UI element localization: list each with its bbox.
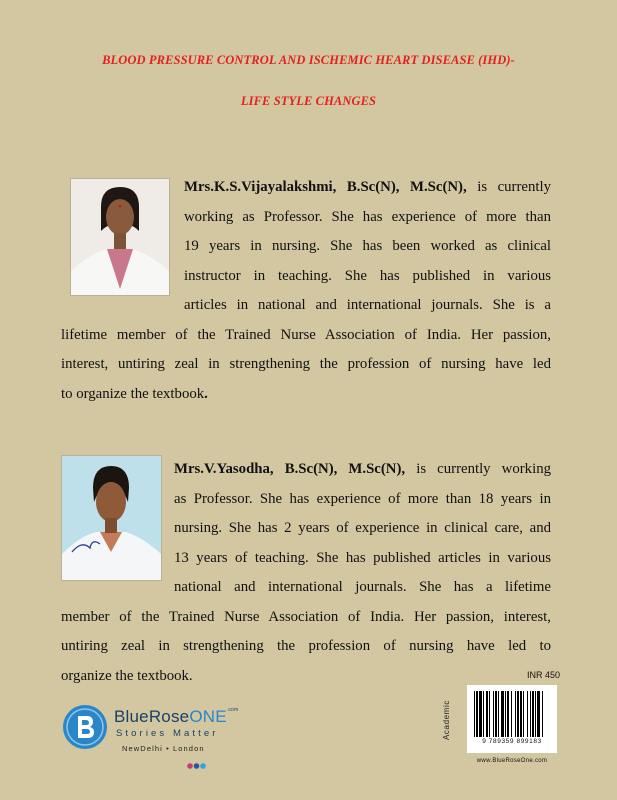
publisher-logo-icon xyxy=(62,704,108,750)
isbn-barcode xyxy=(467,685,557,753)
author2-name: Mrs.V.Yasodha, B.Sc(N), M.Sc(N), xyxy=(174,461,406,477)
author1-bio-line: articles in national and international journals. She is a xyxy=(184,297,551,313)
social-icons xyxy=(187,757,209,775)
author1-bio-line: Mrs.K.S.Vijayalakshmi, B.Sc(N), M.Sc(N), is currently xyxy=(184,179,551,195)
author1-bio-line: 19 years in nursing. She has been worked as clinical xyxy=(184,238,551,254)
author2-bio-line: nursing. She has 2 years of experience in clinical care, and xyxy=(174,520,551,536)
barcode-icon xyxy=(473,691,551,737)
twitter-icon xyxy=(200,763,206,769)
publisher-brand: BlueRoseONE$^{.com}$ xyxy=(114,707,239,726)
author1-bio-line: instructor in teaching. She has published in various xyxy=(184,267,551,284)
price-label: INR 450 xyxy=(527,670,561,680)
isbn-digits: 9 789359 899183 xyxy=(482,738,542,745)
instagram-icon xyxy=(187,763,193,769)
author2-bio-line: national and international journals. She has a lifetime xyxy=(174,579,551,595)
author2-bio xyxy=(61,455,551,691)
author2-bio-line: organize the textbook. xyxy=(61,667,193,684)
publisher-website: www.BlueRoseOne.com xyxy=(476,758,548,764)
publisher-tagline: Stories Matter xyxy=(116,728,219,739)
author2-bio-line: untiring zeal in strengthening the profession of nursing have led to xyxy=(61,638,551,654)
author1-bio xyxy=(61,173,551,409)
facebook-icon xyxy=(194,763,200,769)
category-label: Academic xyxy=(442,700,451,740)
author2-bio-line: member of the Trained Nurse Association of India. Her passion, interest, xyxy=(61,608,551,625)
publisher-cities: NewDelhi • London xyxy=(122,744,205,753)
book-title-line-2: LIFE STYLE CHANGES xyxy=(240,94,377,108)
author2-bio-line: 13 years of teaching. She has published articles in various xyxy=(174,549,551,566)
author2-bio-line: as Professor. She has experience of more than 18 years in xyxy=(174,490,551,507)
author1-bio-line: working as Professor. She has experience of more than xyxy=(184,208,551,225)
author1-bio-line: interest, untiring zeal in strengthening the profession of nursing have led xyxy=(61,356,551,372)
author1-name: Mrs.K.S.Vijayalakshmi, B.Sc(N), M.Sc(N), xyxy=(184,179,467,195)
book-title-line-1: BLOOD PRESSURE CONTROL AND ISCHEMIC HEART DISEASE (IHD)- xyxy=(102,53,515,67)
author2-bio-line: Mrs.V.Yasodha, B.Sc(N), M.Sc(N), is currently working xyxy=(174,461,551,477)
author1-bio-line: lifetime member of the Trained Nurse Association of India. Her passion, xyxy=(61,326,551,343)
author1-bio-line: to organize the textbook. xyxy=(61,385,208,402)
